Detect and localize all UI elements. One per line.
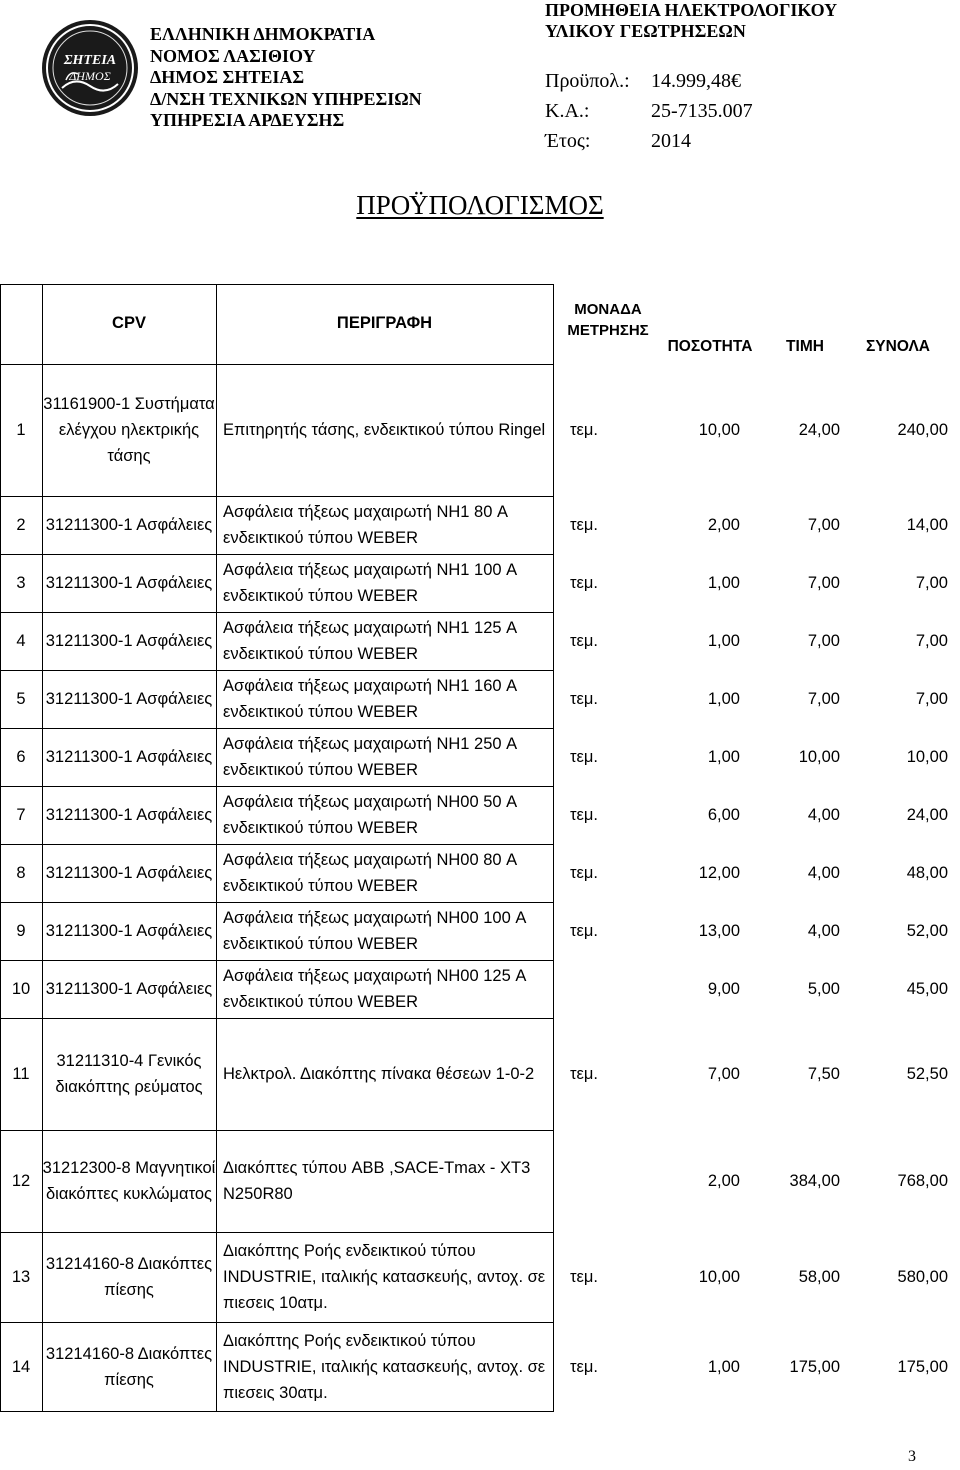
row-description	[223, 1130, 553, 1232]
row-quantity-text: 7,00	[707, 1065, 740, 1083]
row-description	[223, 496, 553, 554]
organization-block	[150, 24, 422, 132]
row-quantity-text: 1,00	[707, 748, 740, 766]
row-cpv	[42, 960, 216, 1018]
row-price	[740, 1018, 840, 1130]
row-unit-text: τεμ.	[570, 922, 598, 940]
row-price	[740, 960, 840, 1018]
row-description	[223, 364, 553, 496]
row-quantity-text: 1,00	[707, 574, 740, 592]
row-price	[740, 1232, 840, 1322]
row-cpv	[42, 496, 216, 554]
row-quantity	[630, 1232, 740, 1322]
row-cpv	[42, 1130, 216, 1232]
row-quantity-text: 10,00	[698, 421, 740, 439]
row-cpv	[42, 902, 216, 960]
row-total	[840, 1018, 948, 1130]
row-description	[223, 1322, 553, 1412]
row-total-text: 10,00	[906, 748, 948, 766]
row-number-text: 11	[12, 1065, 30, 1083]
row-number-text: 12	[11, 1172, 31, 1190]
row-number	[0, 496, 42, 554]
row-number	[0, 844, 42, 902]
procurement-title	[545, 0, 837, 42]
row-unit-text: τεμ.	[570, 1065, 598, 1083]
row-total-text: 7,00	[915, 632, 948, 650]
header-cpv: CPV	[112, 314, 146, 332]
row-number	[0, 1232, 42, 1322]
row-quantity-text: 2,00	[707, 516, 740, 534]
row-number	[0, 1018, 42, 1130]
row-quantity-text: 6,00	[707, 806, 740, 824]
row-number	[0, 960, 42, 1018]
row-unit	[570, 496, 630, 554]
row-unit	[570, 1322, 630, 1412]
row-unit-text: τεμ.	[570, 690, 598, 708]
row-total-text: 52,00	[906, 922, 948, 940]
row-quantity	[630, 554, 740, 612]
row-price-text: 24,00	[798, 421, 840, 439]
row-number-text: 10	[11, 980, 31, 998]
header-price: ΤΙΜΗ	[786, 338, 824, 355]
row-price	[740, 728, 840, 786]
row-quantity-text: 12,00	[698, 864, 740, 882]
row-cpv	[42, 844, 216, 902]
column-divider	[553, 284, 554, 1412]
row-description	[223, 844, 553, 902]
row-quantity	[630, 902, 740, 960]
row-cpv-text: 31214160-8 Διακόπτες πίεσης	[45, 1345, 213, 1389]
row-total-text: 580,00	[897, 1268, 948, 1286]
row-number-text: 7	[16, 806, 26, 824]
row-unit-text: τεμ.	[570, 1358, 598, 1376]
row-total-text: 7,00	[915, 690, 948, 708]
row-unit-text: τεμ.	[570, 574, 598, 592]
row-unit	[570, 728, 630, 786]
row-unit-text: τεμ.	[570, 1268, 598, 1286]
municipality-seal-icon	[40, 18, 140, 118]
header-description: ΠΕΡΙΓΡΑΦΗ	[336, 314, 433, 332]
row-number	[0, 728, 42, 786]
row-description	[223, 728, 553, 786]
row-price	[740, 1130, 840, 1232]
row-number-text: 2	[16, 516, 26, 534]
row-description-text: Ασφάλεια τήξεως μαχαιρωτή ΝΗ1 250 A ενδεικτικού τύπου WEBER	[223, 735, 517, 779]
row-number-text: 5	[16, 690, 26, 708]
ka-value: 25-7135.007	[651, 100, 753, 122]
row-description-text: Ηελκτρολ. Διακόπτης πίνακα θέσεων 1-0-2	[223, 1065, 535, 1083]
row-number	[0, 786, 42, 844]
row-description-text: Ασφάλεια τήξεως μαχαιρωτή ΝΗ1 160 A ενδεικτικού τύπου WEBER	[223, 677, 517, 721]
row-total	[840, 902, 948, 960]
row-unit	[570, 902, 630, 960]
row-unit	[570, 1018, 630, 1130]
row-unit	[570, 960, 630, 1018]
row-total	[840, 364, 948, 496]
row-quantity-text: 1,00	[707, 690, 740, 708]
row-cpv-text: 31211300-1 Ασφάλειες	[45, 864, 213, 882]
row-cpv-text: 31211300-1 Ασφάλειες	[45, 632, 213, 650]
row-cpv-text: 31211300-1 Ασφάλειες	[45, 922, 213, 940]
row-description	[223, 554, 553, 612]
row-number-text: 14	[11, 1358, 31, 1376]
row-cpv-text: 31161900-1 Συστήματα ελέγχου ηλεκτρικής τάσης	[43, 395, 215, 465]
row-total	[840, 844, 948, 902]
row-quantity	[630, 1130, 740, 1232]
row-cpv-text: 31211300-1 Ασφάλειες	[45, 806, 213, 824]
row-cpv-text: 31211300-1 Ασφάλειες	[45, 690, 213, 708]
row-cpv-text: 31211300-1 Ασφάλειες	[45, 516, 213, 534]
row-cpv	[42, 1232, 216, 1322]
row-cpv-text: 31211310-4 Γενικός διακόπτης ρεύματος	[55, 1052, 203, 1096]
org-line: ΝΟΜΟΣ ΛΑΣΙΘΙΟΥ	[150, 45, 316, 66]
procurement-line: ΠΡΟΜΗΘΕΙΑ ΗΛΕΚΤΡΟΛΟΓΙΚΟΥ	[545, 0, 838, 20]
row-number-text: 3	[16, 574, 26, 592]
org-line: ΥΠΗΡΕΣΙΑ ΑΡΔΕΥΣΗΣ	[150, 110, 345, 130]
row-unit-text: τεμ.	[570, 864, 598, 882]
row-unit-text: τεμ.	[570, 632, 598, 650]
row-price-text: 10,00	[798, 748, 840, 766]
row-price-text: 7,50	[807, 1065, 840, 1083]
row-total-text: 45,00	[906, 980, 948, 998]
row-quantity	[630, 786, 740, 844]
row-cpv	[42, 1322, 216, 1412]
row-number	[0, 1130, 42, 1232]
row-cpv	[42, 1018, 216, 1130]
row-description	[223, 612, 553, 670]
svg-text:ΣΗΤΕΙΑ: ΣΗΤΕΙΑ	[63, 53, 117, 68]
row-price	[740, 496, 840, 554]
row-quantity	[630, 1322, 740, 1412]
header-unit: ΜΟΝΑΔΑ ΜΕΤΡΗΣΗΣ	[567, 301, 649, 339]
row-price-text: 7,00	[807, 690, 840, 708]
row-description	[223, 1232, 553, 1322]
org-line: ΕΛΛΗΝΙΚΗ ΔΗΜΟΚΡΑΤΙΑ	[150, 24, 376, 44]
row-total	[840, 960, 948, 1018]
row-cpv	[42, 728, 216, 786]
row-quantity	[630, 670, 740, 728]
row-description-text: Ασφάλεια τήξεως μαχαιρωτή ΝΗ00 50 A ενδεικτικού τύπου WEBER	[223, 793, 517, 837]
row-description-text: Ασφάλεια τήξεως μαχαιρωτή ΝΗ1 125 A ενδεικτικού τύπου WEBER	[223, 619, 517, 663]
row-quantity-text: 13,00	[698, 922, 740, 940]
header-total: ΣΥΝΟΛΑ	[865, 338, 930, 355]
row-total-text: 175,00	[897, 1358, 948, 1376]
row-number	[0, 902, 42, 960]
row-price-text: 384,00	[789, 1172, 840, 1190]
year-value: 2014	[651, 130, 691, 152]
row-price	[740, 670, 840, 728]
row-description-text: Ασφάλεια τήξεως μαχαιρωτή ΝΗ1 80 A ενδεικτικού τύπου WEBER	[223, 503, 508, 547]
row-total	[840, 1130, 948, 1232]
row-quantity	[630, 496, 740, 554]
row-price-text: 4,00	[807, 864, 840, 882]
row-price	[740, 902, 840, 960]
row-total	[840, 786, 948, 844]
budget-label: Προϋπολ.:	[545, 70, 630, 92]
row-description	[223, 670, 553, 728]
title-text: ΠΡΟΫΠΟΛΟΓΙΣΜΟΣ	[356, 190, 604, 220]
row-cpv-text: 31211300-1 Ασφάλειες	[45, 980, 213, 998]
row-total	[840, 496, 948, 554]
page-number: 3	[908, 1448, 916, 1465]
row-price-text: 4,00	[807, 922, 840, 940]
row-quantity	[630, 364, 740, 496]
row-description	[223, 1018, 553, 1130]
row-cpv-text: 31211300-1 Ασφάλειες	[45, 748, 213, 766]
year-row	[545, 130, 691, 153]
row-description	[223, 786, 553, 844]
row-description-text: Διακόπτης Ροής ενδεικτικού τύπου INDUSTRIE, ιταλικής κατασκευής, αντοχ. σε πιεσεις 10ατμ.	[223, 1242, 546, 1312]
row-description-text: Διακόπτης Ροής ενδεικτικού τύπου INDUSTRIE, ιταλικής κατασκευής, αντοχ. σε πιεσεις 30ατμ.	[223, 1332, 546, 1402]
row-total-text: 24,00	[906, 806, 948, 824]
row-price-text: 175,00	[789, 1358, 840, 1376]
row-quantity	[630, 960, 740, 1018]
row-total-text: 768,00	[897, 1172, 948, 1190]
row-number-text: 4	[16, 632, 26, 650]
row-total-text: 240,00	[897, 421, 948, 439]
row-number-text: 9	[16, 922, 26, 940]
row-price-text: 4,00	[807, 806, 840, 824]
ka-row	[545, 100, 753, 123]
row-unit-text: τεμ.	[570, 806, 598, 824]
row-cpv-text: 31211300-1 Ασφάλειες	[45, 574, 213, 592]
row-cpv-text: 31212300-8 Μαγνητικοί διακόπτες κυκλώματος	[42, 1159, 216, 1203]
row-total	[840, 1322, 948, 1412]
row-quantity-text: 9,00	[707, 980, 740, 998]
row-price-text: 5,00	[807, 980, 840, 998]
row-total	[840, 728, 948, 786]
row-description-text: Επιτηρητής τάσης, ενδεικτικού τύπου Ringel	[223, 421, 546, 439]
budget-value: 14.999,48€	[651, 70, 741, 92]
row-quantity-text: 10,00	[698, 1268, 740, 1286]
row-price-text: 58,00	[798, 1268, 840, 1286]
row-quantity-text: 1,00	[707, 1358, 740, 1376]
row-total-text: 14,00	[906, 516, 948, 534]
row-description-text: Ασφάλεια τήξεως μαχαιρωτή ΝΗ1 100 A ενδεικτικού τύπου WEBER	[223, 561, 517, 605]
row-number-text: 8	[16, 864, 26, 882]
row-price	[740, 364, 840, 496]
row-cpv-text: 31214160-8 Διακόπτες πίεσης	[45, 1255, 213, 1299]
row-cpv	[42, 554, 216, 612]
row-unit	[570, 1130, 630, 1232]
row-total	[840, 1232, 948, 1322]
row-unit-text: τεμ.	[570, 748, 598, 766]
row-total	[840, 670, 948, 728]
row-divider	[0, 284, 553, 285]
row-number-text: 13	[11, 1268, 31, 1286]
row-price	[740, 1322, 840, 1412]
row-unit	[570, 364, 630, 496]
year-label: Έτος:	[545, 130, 591, 152]
row-total-text: 52,50	[906, 1065, 948, 1083]
row-number	[0, 554, 42, 612]
row-unit-text: τεμ.	[570, 421, 598, 439]
ka-label: Κ.Α.:	[545, 100, 590, 122]
row-quantity	[630, 728, 740, 786]
row-price	[740, 844, 840, 902]
row-number	[0, 1322, 42, 1412]
procurement-line: ΥΛΙΚΟΥ ΓΕΩΤΡΗΣΕΩΝ	[545, 21, 746, 41]
row-total	[840, 612, 948, 670]
row-price-text: 7,00	[807, 632, 840, 650]
row-quantity	[630, 612, 740, 670]
row-description-text: Ασφάλεια τήξεως μαχαιρωτή ΝΗ00 100 A ενδεικτικού τύπου WEBER	[223, 909, 526, 953]
row-cpv	[42, 364, 216, 496]
budget-row	[545, 70, 741, 93]
row-unit-text: τεμ.	[570, 516, 598, 534]
row-unit	[570, 786, 630, 844]
row-quantity	[630, 844, 740, 902]
row-description	[223, 960, 553, 1018]
row-price-text: 7,00	[807, 516, 840, 534]
org-line: ΔΗΜΟΣ ΣΗΤΕΙΑΣ	[150, 67, 305, 87]
row-unit	[570, 1232, 630, 1322]
row-unit	[570, 670, 630, 728]
header-quantity: ΠΟΣΟΤΗΤΑ	[667, 338, 753, 355]
org-line: Δ/ΝΣΗ ΤΕΧΝΙΚΩΝ ΥΠΗΡΕΣΙΩΝ	[150, 88, 422, 109]
row-unit	[570, 844, 630, 902]
row-description-text: Διακόπτες τύπου ABB ,SACE-Tmax - XT3 N250R80	[223, 1159, 531, 1203]
row-total-text: 48,00	[906, 864, 948, 882]
row-unit	[570, 612, 630, 670]
row-number-text: 6	[16, 748, 26, 766]
row-total-text: 7,00	[915, 574, 948, 592]
row-cpv	[42, 786, 216, 844]
row-number	[0, 612, 42, 670]
row-description-text: Ασφάλεια τήξεως μαχαιρωτή ΝΗ00 80 A ενδεικτικού τύπου WEBER	[223, 851, 517, 895]
row-cpv	[42, 612, 216, 670]
svg-text:ΔΗΜΟΣ: ΔΗΜΟΣ	[69, 69, 111, 83]
row-quantity-text: 2,00	[707, 1172, 740, 1190]
row-price	[740, 612, 840, 670]
row-description-text: Ασφάλεια τήξεως μαχαιρωτή ΝΗ00 125 A ενδεικτικού τύπου WEBER	[223, 967, 526, 1011]
row-price-text: 7,00	[807, 574, 840, 592]
row-quantity-text: 1,00	[707, 632, 740, 650]
row-number	[0, 364, 42, 496]
column-divider	[216, 284, 217, 1412]
row-price	[740, 554, 840, 612]
row-quantity	[630, 1018, 740, 1130]
row-description	[223, 902, 553, 960]
row-price	[740, 786, 840, 844]
row-number	[0, 670, 42, 728]
row-unit	[570, 554, 630, 612]
budget-table	[0, 284, 960, 1412]
row-total	[840, 554, 948, 612]
document-title	[0, 190, 960, 221]
row-cpv	[42, 670, 216, 728]
row-number-text: 1	[16, 421, 26, 439]
